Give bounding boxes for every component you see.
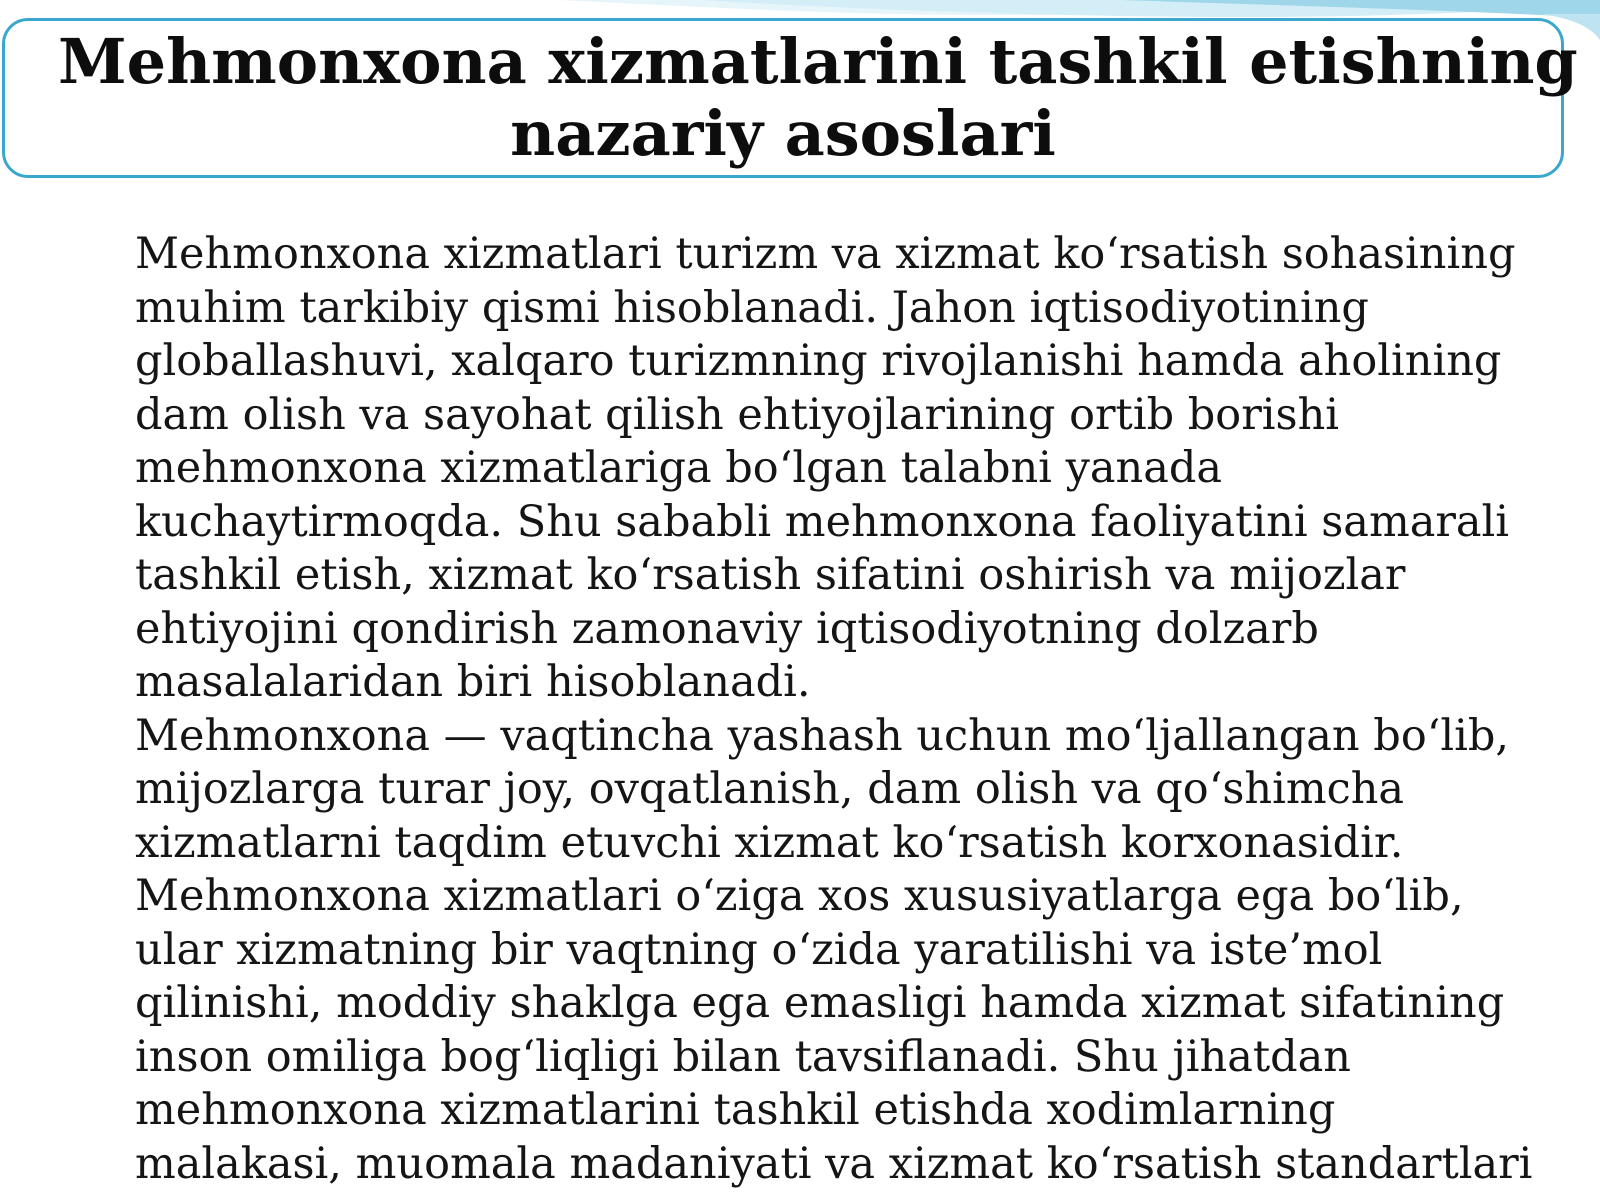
body-line: masalalaridan biri hisoblanadi. xyxy=(135,657,811,707)
body-line: ehtiyojini qondirish zamonaviy iqtisodiyotning dolzarb xyxy=(135,603,1319,654)
body-paragraphs xyxy=(135,228,1600,1191)
body-line: dam olish va sayohat qilish ehtiyojlarining ortib borishi xyxy=(135,389,1340,440)
body-line: ular xizmatning bir vaqtning o‘zida yaratilishi va iste’mol xyxy=(135,924,1383,975)
page-title xyxy=(58,25,1578,170)
body-line: kuchaytirmoqda. Shu sababli mehmonxona faoliyatini samarali xyxy=(135,496,1510,547)
body-line: tashkil etish, xizmat ko‘rsatish sifatini oshirish va mijozlar xyxy=(135,550,1406,600)
title-line-1: Mehmonxona xizmatlarini tashkil etishning xyxy=(58,25,1578,98)
body-line: mijozlarga turar joy, ovqatlanish, dam olish va qo‘shimcha xyxy=(135,764,1405,814)
body-line: globallashuvi, xalqaro turizmning rivojlanishi hamda aholining xyxy=(135,336,1502,386)
title-frame xyxy=(2,18,1578,178)
body-line: muhim tarkibiy qismi hisoblanadi. Jahon iqtisodiyotining xyxy=(135,282,1369,333)
body-line: Mehmonxona xizmatlari turizm va xizmat ko‘rsatish sohasining xyxy=(135,229,1516,279)
body-line: mehmonxona xizmatlariga bo‘lgan talabni yanada xyxy=(135,443,1223,493)
title-line-2: nazariy asoslari xyxy=(510,97,1056,170)
body-line: qilinishi, moddiy shaklga ega emasligi hamda xizmat sifatining xyxy=(135,978,1505,1028)
body-line: inson omiliga bog‘liqligi bilan tavsiflanadi. Shu jihatdan xyxy=(135,1031,1351,1082)
body-line: Mehmonxona xizmatlari o‘ziga xos xususiyatlarga ega bo‘lib, xyxy=(135,871,1464,921)
body-line: xizmatlarni taqdim etuvchi xizmat ko‘rsatish korxonasidir. xyxy=(135,817,1404,868)
body-line: mehmonxona xizmatlarini tashkil etishda xodimlarning xyxy=(135,1085,1336,1135)
body-line: Mehmonxona — vaqtincha yashash uchun mo‘ljallangan bo‘lib, xyxy=(135,710,1510,761)
body-line: malakasi, muomala madaniyati va xizmat ko‘rsatish standartlari xyxy=(135,1138,1533,1189)
